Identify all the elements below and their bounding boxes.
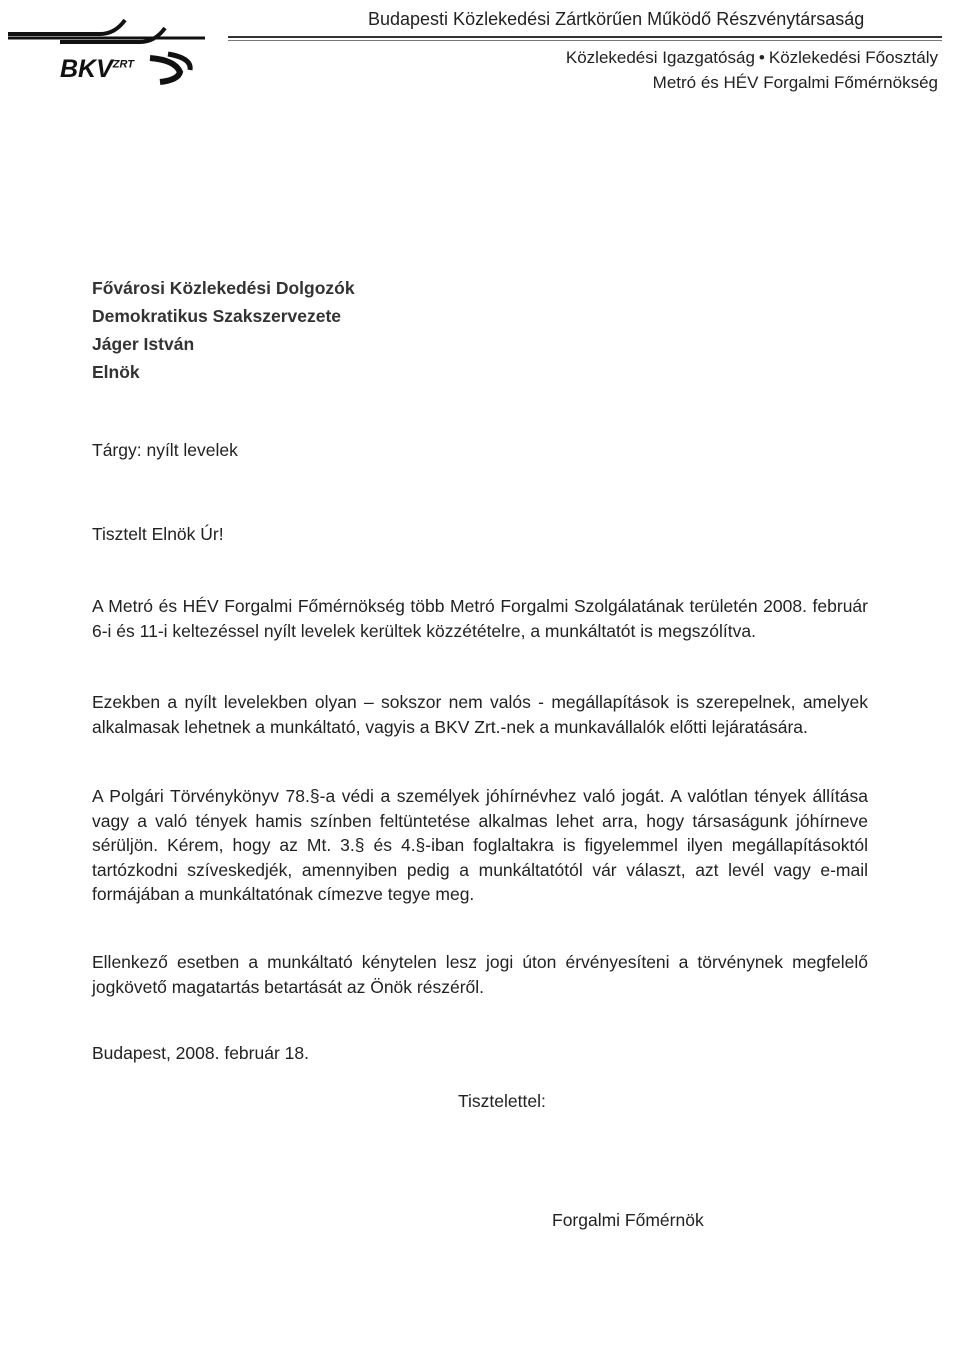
recipient-org-line1: Fővárosi Közlekedési Dolgozók: [92, 278, 355, 298]
bullet-separator: •: [758, 48, 765, 67]
recipient-org-line2: Demokratikus Szakszervezete: [92, 306, 342, 326]
body-paragraph-3: A Polgári Törvénykönyv 78.§-a védi a személyek jóhírnévhez való jogát. A valótlan tények állítása vagy a való tények hamis színben feltüntetése alkalmas lehet arra, hogy társaságunk jóhírneve sérüljön. Kérem, hogy az Mt. 3.§ és 4.§-iban foglaltakra is figyelemmel ilyen megállapításoktól tartózkodni szíveskedjék, amennyiben pedig a munkáltatótól vár választ, azt levél vagy e-mail formájában a munkáltatónak címezve tegye meg.: [92, 786, 868, 904]
body-paragraph-1: A Metró és HÉV Forgalmi Főmérnökség több Metró Forgalmi Szolgálatának területén 2008. február 6-i és 11-i keltezéssel nyílt levelek kerültek közzétételre, a munkáltatót is megszólítva.: [92, 596, 868, 641]
body-paragraph-2: Ezekben a nyílt levelekben olyan – sokszor nem valós - megállapítások is szerepelnek, amelyek alkalmasak lehetnek a munkáltató, vagyis a BKV Zrt.-nek a munkavállalók előtti lejáratására.: [92, 692, 868, 737]
signer-title: Forgalmi Főmérnök: [552, 1210, 704, 1230]
recipient-block: [92, 274, 355, 386]
bkv-logo: [0, 0, 220, 90]
place-and-date: Budapest, 2008. február 18.: [92, 1043, 309, 1063]
logo-wordmark: $BKV^{ZRT}$: [60, 55, 134, 83]
department-line-2: Metró és HÉV Forgalmi Főmérnökség: [652, 73, 938, 92]
body-paragraph-4: Ellenkező esetben a munkáltató kénytelen lesz jogi úton érvényesíteni a törvénynek megfelelő jogkövető magatartás betartását az Önök részéről.: [92, 952, 868, 997]
recipient-title: Elnök: [92, 362, 140, 382]
header-divider-thin: [228, 40, 942, 41]
subject-line: Tárgy: nyílt levelek: [92, 440, 238, 460]
recipient-name: Jáger István: [92, 334, 195, 354]
department-line-1: Közlekedési Igazgatóság • Közlekedési Főosztály: [565, 48, 938, 67]
closing-phrase: Tisztelettel:: [458, 1091, 546, 1111]
header-divider: [228, 36, 942, 38]
salutation: Tisztelt Elnök Úr!: [92, 524, 224, 544]
company-name: Budapesti Közlekedési Zártkörűen Működő Részvénytársaság: [368, 9, 865, 29]
